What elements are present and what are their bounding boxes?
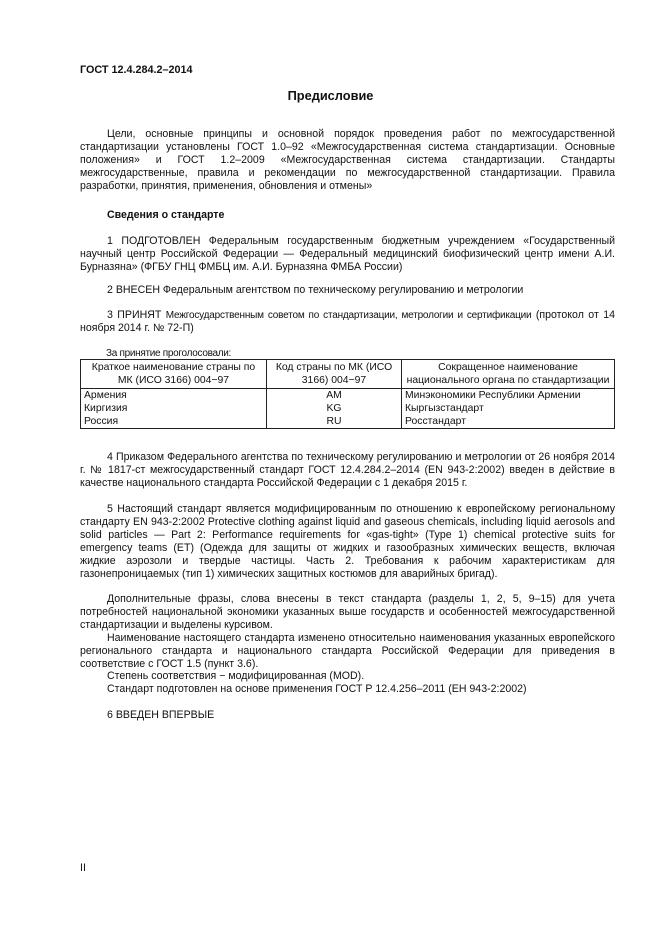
table-caption: За принятие проголосовали: — [106, 348, 232, 359]
item-6-introduced-first: 6 ВВЕДЕН ВПЕРВЫЕ — [107, 709, 215, 721]
page-number: II — [80, 862, 86, 874]
cell-country: Армения — [81, 389, 267, 403]
item-5-naming-change: Наименование настоящего стандарта изменено относительно наименования указанных европейского регионального стандарта и национального стандарта Российской Федерации для приведения в соответствие с ГОСТ 1.5 (пункт 3.6). — [80, 632, 615, 670]
cell-body: Росстандарт — [402, 415, 615, 429]
item-5-basis: Стандарт подготовлен на основе применения ГОСТ Р 12.4.256–2011 (ЕН 943-2:2002) — [107, 683, 527, 695]
cell-code: AM — [267, 389, 402, 403]
cell-body: Кыргызстандарт — [402, 402, 615, 415]
table-row — [81, 389, 615, 403]
item-3-body: Межгосударственным советом по стандартизации, метрологии и сертификации — [165, 310, 532, 321]
cell-country: Киргизия — [81, 402, 267, 415]
item-3-tail: (протокол от 14 ноября 2014 г. № 72-П) — [80, 309, 615, 334]
cell-country: Россия — [81, 415, 267, 429]
header-country: Краткое наименование страны по МК (ИСО 3166) 004−97 — [81, 360, 267, 389]
page-title: Предисловие — [287, 88, 374, 103]
item-2-introduced: 2 ВНЕСЕН Федеральным агентством по техническому регулированию и метрологии — [107, 284, 524, 296]
table-row — [81, 402, 615, 415]
cell-code: RU — [267, 415, 402, 429]
item-5-conformity-degree: Степень соответствия − модифицированная (MOD). — [107, 670, 365, 682]
item-5-additional-phrases: Дополнительные фразы, слова внесены в текст стандарта (разделы 1, 2, 5, 9–15) для учета потребностей национальной экономики указанных выше государств и особенностей межгосударственной стандартизации и выделены курсивом. — [80, 593, 615, 631]
header-body: Сокращенное наименование национального органа по стандартизации — [402, 360, 615, 389]
standard-info-heading: Сведения о стандарте — [107, 209, 225, 221]
cell-body: Минэкономики Республики Армении — [402, 389, 615, 403]
item-4-enacted: 4 Приказом Федерального агентства по техническому регулированию и метрологии от 26 ноября 2014 г. № 1817-ст межгосударственный стандарт ГОСТ 12.4.284.2–2014 (EN 943-2:2002) введен в действие в качестве национального стандарта Российской Федерации с 1 декабря 2015 г. — [80, 451, 615, 489]
voting-table — [80, 359, 615, 429]
item-3-lead: 3 ПРИНЯТ — [107, 309, 162, 321]
item-5-modified: 5 Настоящий стандарт является модифицированным по отношению к европейскому региональному стандарту EN 943-2:2002 Protective clothing against liquid and gaseous chemicals, including liquid aerosols and solid particles — Part 2: Performance requirements for «gas-tight» (Type 1) chemical protective suits for emergency teams (ET) (Одежда для защиты от жидких и газообразных химических веществ, включая жидкие аэрозоли и твердые частицы. Часть 2. Требования к рабочим характеристикам для газонепроницаемых (тип 1) химических защитных костюмов для аварийных бригад). — [80, 503, 615, 580]
intro-paragraph: Цели, основные принципы и основной порядок проведения работ по межгосударственной стандартизации установлены ГОСТ 1.0–92 «Межгосударственная система стандартизации. Основные положения» и ГОСТ 1.2–2009 «Межгосударственная система стандартизации. Стандарты межгосударственные, правила и рекомендации по межгосударственной стандартизации. Правила разработки, принятия, применения, обновления и отмены» — [80, 128, 615, 192]
table-row — [81, 415, 615, 429]
item-3-adopted — [80, 309, 615, 335]
document-code: ГОСТ 12.4.284.2–2014 — [80, 64, 193, 76]
item-1-prepared: 1 ПОДГОТОВЛЕН Федеральным государственным бюджетным учреждением «Государственный научный центр Российской Федерации — Федеральный медицинский биофизический центр имени А.И. Бурназяна» (ФГБУ ГНЦ ФМБЦ им. А.И. Бурназяна ФМБА России) — [80, 235, 615, 273]
header-code: Код страны по МК (ИСО 3166) 004−97 — [267, 360, 402, 389]
table-header-row — [81, 360, 615, 389]
cell-code: KG — [267, 402, 402, 415]
